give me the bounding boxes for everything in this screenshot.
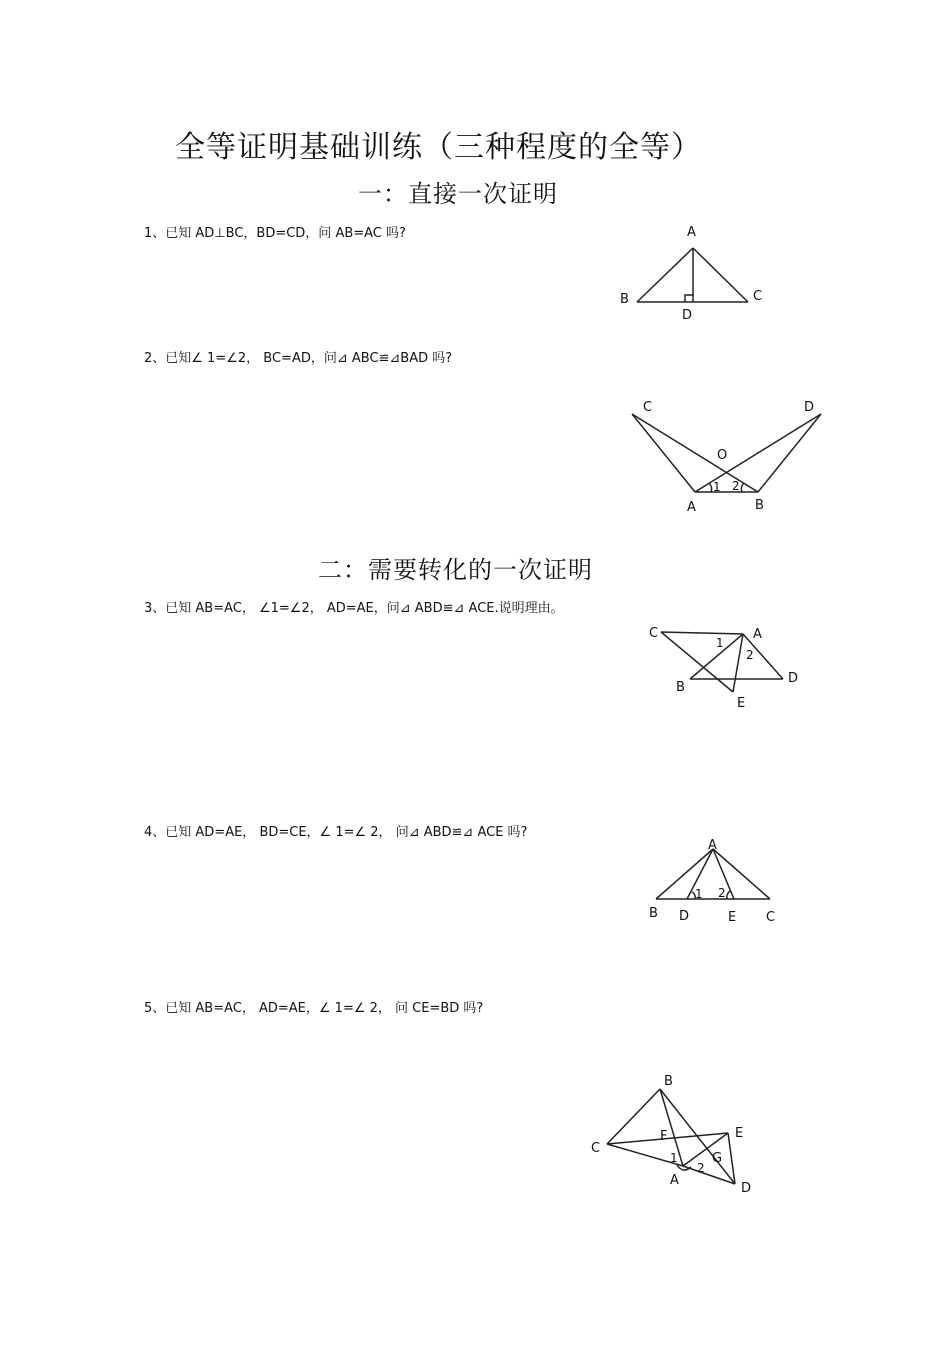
page-title: 全等证明基础训练（三种程度的全等） — [175, 130, 702, 165]
section-heading-transformed-proof: 二：需要转化的一次证明 — [318, 556, 593, 584]
question-1: 1、已知 AD⊥BC，BD=CD，问 AB=AC 吗? — [144, 226, 406, 241]
label-B: B — [664, 1074, 673, 1089]
label-angle-1: 1 — [716, 636, 724, 650]
question-3: 3、已知 AB=AC， ∠1=∠2， AD=AE，问⊿ ABD≌⊿ ACE.说明理由。 — [144, 601, 564, 616]
label-O: O — [717, 448, 728, 463]
label-angle-2: 2 — [697, 1161, 705, 1175]
label-angle-2: 2 — [746, 648, 754, 662]
segment-db — [758, 414, 821, 492]
label-C: C — [591, 1141, 601, 1156]
label-angle-1: 1 — [713, 480, 721, 494]
label-A: A — [670, 1173, 679, 1188]
figure-1 — [615, 222, 775, 332]
label-B: B — [755, 498, 764, 513]
label-A: A — [708, 838, 717, 853]
label-G: G — [712, 1151, 723, 1166]
question-4: 4、已知 AD=AE， BD=CE，∠ 1=∠ 2， 问⊿ ABD≌⊿ ACE 吗? — [144, 825, 528, 840]
label-angle-1: 1 — [695, 887, 703, 901]
section-heading-direct-proof: 一：直接一次证明 — [358, 180, 558, 208]
label-E: E — [735, 1126, 744, 1141]
figure-3 — [645, 620, 815, 715]
figure-5 — [585, 1068, 765, 1203]
angle-1-arc — [709, 483, 712, 492]
label-C: C — [753, 289, 763, 304]
segment-ca — [661, 632, 743, 634]
right-angle-mark — [685, 295, 693, 302]
label-D: D — [741, 1181, 752, 1196]
label-D: D — [682, 308, 693, 323]
segment-ab — [637, 248, 693, 302]
segment-ac — [693, 248, 748, 302]
label-B: B — [620, 292, 629, 307]
label-A: A — [687, 500, 696, 515]
figure-4 — [640, 834, 790, 929]
label-A: A — [687, 225, 696, 240]
segment-ce — [607, 1133, 728, 1144]
segment-ae — [733, 634, 743, 692]
segment-ca — [632, 414, 695, 492]
label-E: E — [728, 910, 737, 925]
angle-2-arc — [741, 483, 744, 492]
label-D: D — [788, 671, 799, 686]
label-B: B — [649, 906, 658, 921]
label-C: C — [643, 400, 653, 415]
question-2: 2、已知∠ 1=∠2， BC=AD，问⊿ ABC≌⊿BAD 吗? — [144, 351, 453, 366]
figure-2 — [625, 395, 835, 520]
label-angle-2: 2 — [718, 886, 726, 900]
question-5: 5、已知 AB=AC， AD=AE，∠ 1=∠ 2， 问 CE=BD 吗? — [144, 1001, 484, 1016]
label-E: E — [737, 696, 746, 711]
label-angle-1: 1 — [670, 1151, 678, 1165]
label-B: B — [676, 680, 685, 695]
label-D: D — [679, 909, 690, 924]
label-F: F — [660, 1129, 668, 1144]
label-C: C — [766, 910, 776, 925]
label-angle-2: 2 — [732, 479, 740, 493]
segment-ab — [656, 849, 713, 899]
angle-2-arc — [727, 891, 730, 899]
segment-bc — [607, 1089, 660, 1144]
label-C: C — [649, 626, 659, 641]
label-A: A — [753, 627, 762, 642]
label-D: D — [804, 400, 815, 415]
